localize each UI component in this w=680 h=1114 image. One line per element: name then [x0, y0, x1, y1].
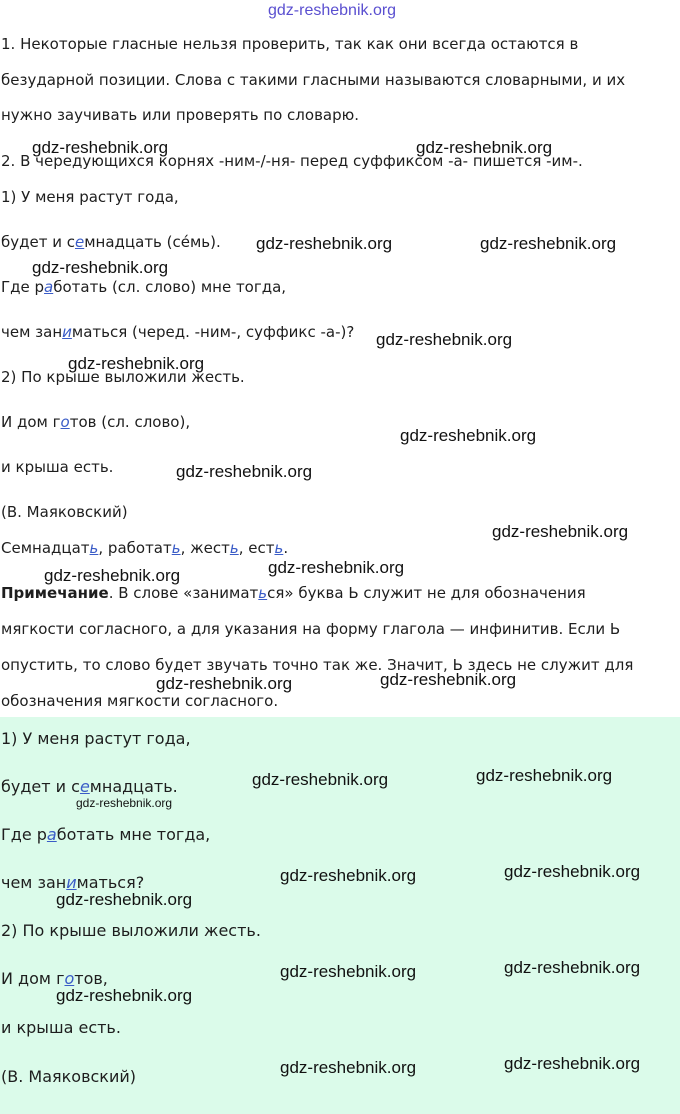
poem1-line4: [1, 322, 354, 342]
poem2-line2: [1, 776, 178, 798]
note-line4: обозначения мягкости согласного.: [1, 692, 279, 710]
text: чем зан: [1, 873, 67, 892]
watermark: gdz-reshebnik.org: [56, 986, 193, 1005]
text: ,: [98, 539, 108, 557]
highlight-letter: а: [46, 825, 57, 844]
para1-line1: 1. Некоторые гласные нельзя проверить, так как они всегда остаются в: [1, 35, 579, 53]
text: Где р: [1, 278, 45, 296]
poem1-line8: (В. Маяковский): [1, 503, 128, 521]
highlight-letter: ь: [171, 539, 181, 557]
watermark: gdz-reshebnik.org: [252, 770, 389, 789]
poem2-line7: и крыша есть.: [1, 1018, 121, 1037]
poem1-line5: 2) По крыше выложили жесть.: [1, 368, 245, 386]
note-line1: [1, 583, 586, 603]
highlight-letter: и: [62, 323, 72, 341]
watermark: gdz-reshebnik.org: [32, 138, 169, 157]
watermark: gdz-reshebnik.org: [256, 234, 393, 253]
poem1-line7: и крыша есть.: [1, 458, 114, 476]
highlight-letter: а: [44, 278, 54, 296]
poem1-line3: [1, 277, 286, 297]
text: маться?: [76, 873, 145, 892]
poem1-line2: [1, 232, 221, 252]
text: Семнадцат: [1, 539, 90, 557]
highlight-letter: е: [75, 233, 85, 251]
poem2-line8: (В. Маяковский): [1, 1067, 137, 1086]
text: ся» буква Ь служит не для обозначения: [267, 584, 586, 602]
text: работат: [107, 539, 172, 557]
text: Где р: [1, 825, 47, 844]
watermark: gdz-reshebnik.org: [476, 766, 613, 785]
text: чем зан: [1, 323, 63, 341]
para1-line2: безударной позиции. Слова с такими гласными называются словарными, и их: [1, 71, 626, 89]
text: ,: [238, 539, 249, 557]
watermark: gdz-reshebnik.org: [156, 674, 293, 693]
watermark: gdz-reshebnik.org: [44, 566, 181, 585]
highlight-letter: ь: [258, 584, 268, 602]
watermark: gdz-reshebnik.org: [492, 522, 629, 541]
text: ботать (сл. слово) мне тогда,: [53, 278, 287, 296]
text: маться (черед. -ним-, суффикс -а-)?: [71, 323, 355, 341]
text: мнадцать.: [89, 777, 178, 796]
text: тов (сл. слово),: [69, 413, 191, 431]
watermark: gdz-reshebnik.org: [376, 330, 513, 349]
text: будет и с: [1, 233, 75, 251]
highlight-letter: о: [64, 969, 75, 988]
poem1-line1: 1) У меня растут года,: [1, 188, 179, 206]
watermark: gdz-reshebnik.org: [280, 1058, 417, 1077]
note-label: Примечание: [1, 584, 109, 602]
watermark: gdz-reshebnik.org: [268, 558, 405, 577]
watermark: gdz-reshebnik.org: [68, 354, 205, 373]
watermark: gdz-reshebnik.org: [280, 866, 417, 885]
text: мнадцать (сéмь).: [84, 233, 221, 251]
watermark: gdz-reshebnik.org: [56, 890, 193, 909]
para2: 2. В чередующихся корнях -ним-/-ня- перед суффиксом -а- пишется -им-.: [1, 152, 583, 170]
text: .: [283, 539, 289, 557]
poem2-line3: [1, 824, 210, 846]
watermark: gdz-reshebnik.org: [504, 958, 641, 977]
watermark: gdz-reshebnik.org: [504, 1054, 641, 1073]
soft-sign-words: [1, 538, 288, 558]
watermark-top: gdz-reshebnik.org: [268, 2, 397, 19]
text: тов,: [74, 969, 108, 988]
watermark: gdz-reshebnik.org: [400, 426, 537, 445]
text: ест: [248, 539, 275, 557]
watermark: gdz-reshebnik.org: [280, 962, 417, 981]
highlight-letter: ь: [89, 539, 99, 557]
watermark: gdz-reshebnik.org: [176, 462, 313, 481]
highlight-letter: и: [66, 873, 77, 892]
highlight-letter: ь: [229, 539, 239, 557]
watermark: gdz-reshebnik.org: [416, 138, 553, 157]
poem1-line6: [1, 412, 190, 432]
note-line3: опустить, то слово будет звучать точно так же. Значит, Ь здесь не служит для: [1, 656, 634, 674]
watermark: gdz-reshebnik.org: [380, 670, 517, 689]
watermark: gdz-reshebnik.org: [32, 258, 169, 277]
poem2-line5: 2) По крыше выложили жесть.: [1, 921, 261, 940]
para1-line3: нужно заучивать или проверять по словарю.: [1, 106, 360, 124]
watermark: gdz-reshebnik.org: [480, 234, 617, 253]
text: ,: [180, 539, 191, 557]
poem2-line1: 1) У меня растут года,: [1, 729, 191, 748]
highlight-letter: ь: [274, 539, 284, 557]
text: . В слове «занимат: [108, 584, 259, 602]
highlight-letter: о: [60, 413, 70, 431]
highlight-letter: е: [79, 777, 90, 796]
text: И дом г: [1, 413, 61, 431]
note-line2: мягкости согласного, а для указания на форму глагола — инфинитив. Если Ь: [1, 620, 621, 638]
watermark: gdz-reshebnik.org: [76, 796, 173, 810]
watermark: gdz-reshebnik.org: [504, 862, 641, 881]
text: И дом г: [1, 969, 65, 988]
text: ботать мне тогда,: [56, 825, 211, 844]
text: будет и с: [1, 777, 80, 796]
text: жест: [190, 539, 230, 557]
